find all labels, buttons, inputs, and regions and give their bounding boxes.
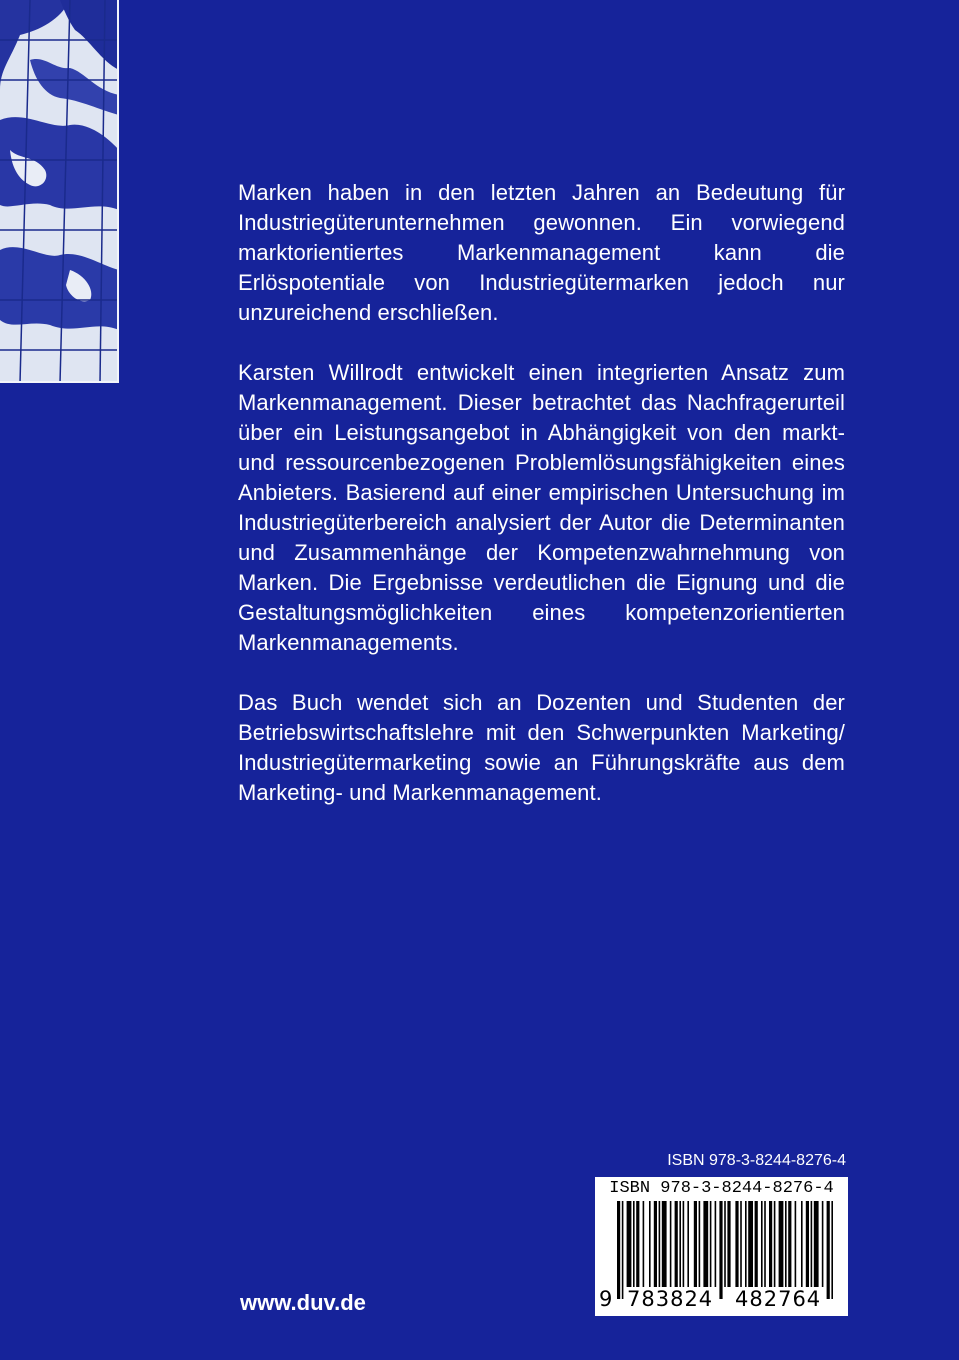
barcode-bar bbox=[643, 1201, 645, 1287]
barcode-bar bbox=[748, 1201, 753, 1287]
barcode-bar bbox=[764, 1201, 766, 1287]
barcode-digit-group-1: 783824 bbox=[627, 1287, 714, 1311]
barcode-bar bbox=[761, 1201, 763, 1287]
barcode-bar bbox=[694, 1201, 697, 1287]
barcode-bar bbox=[745, 1201, 747, 1287]
blurb-paragraph-1: Marken haben in den letzten Jahren an Bedeutung für Industriegüterunternehmen gewonnen. Ein vorwiegend marktorientiertes Markenmanagement kann die Erlöspotentiale von Industriegütermarken jedoch nur unzureichend erschließen. bbox=[238, 180, 845, 325]
cover-globe-image bbox=[0, 0, 119, 383]
website-url: www.duv.de bbox=[240, 1290, 366, 1315]
barcode-bar bbox=[633, 1201, 635, 1287]
blurb-paragraph-2: Karsten Willrodt entwickelt einen integrierten Ansatz zum Markenmanagement. Dieser betrachtet das Nachfragerurteil über ein Leistungsangebot in Abhängigkeit von den markt- und ressourcenbezogenen Problemlösungsfähigkeiten eines Anbieters. Basierend auf einer empirischen Untersuchung im Industriegüterbereich analysiert der Autor die Determinanten und Zusammenhänge der Kompetenzwahrnehmung von Marken. Die Ergebnisse verdeutlichen die Eignung und die Gestaltungsmöglichkeiten eines kompetenzorientierten Markenmanagements. bbox=[238, 360, 845, 655]
barcode-digit-first: 9 bbox=[599, 1287, 613, 1311]
barcode-bar bbox=[727, 1201, 730, 1287]
barcode-bar bbox=[675, 1201, 678, 1287]
barcode-bar bbox=[795, 1201, 797, 1287]
barcode-bar bbox=[670, 1201, 672, 1287]
barcode-bar bbox=[801, 1201, 803, 1287]
barcode-bar bbox=[683, 1201, 685, 1287]
barcode-bar bbox=[699, 1201, 701, 1287]
barcode-bar bbox=[779, 1201, 784, 1287]
barcode-bar bbox=[724, 1201, 726, 1287]
barcode-bar bbox=[617, 1201, 620, 1299]
barcode-bar bbox=[662, 1201, 667, 1287]
barcode-isbn-text: ISBN 978-3-8244-8276-4 bbox=[609, 1179, 834, 1198]
barcode-bar bbox=[622, 1201, 624, 1299]
barcode-bar bbox=[715, 1201, 717, 1287]
barcode-bar bbox=[710, 1201, 712, 1287]
barcode-bar bbox=[659, 1201, 661, 1287]
barcode-bar bbox=[755, 1201, 758, 1287]
barcode-bar bbox=[649, 1201, 651, 1287]
barcode-bar bbox=[785, 1201, 787, 1287]
barcode-bar bbox=[788, 1201, 791, 1287]
barcode-bar bbox=[627, 1201, 632, 1287]
barcode-bar bbox=[679, 1201, 681, 1287]
barcode-bar bbox=[687, 1201, 689, 1287]
barcode-bar bbox=[703, 1201, 708, 1287]
barcode-bar bbox=[719, 1201, 722, 1299]
barcode-bar bbox=[811, 1201, 813, 1287]
barcode-bar bbox=[774, 1201, 776, 1287]
barcode-bar bbox=[769, 1201, 772, 1287]
barcode-bar bbox=[814, 1201, 819, 1287]
barcode-bar bbox=[740, 1201, 742, 1287]
barcode-bar bbox=[806, 1201, 809, 1287]
barcode-bar bbox=[735, 1201, 738, 1287]
barcode-digit-group-2: 482764 bbox=[735, 1287, 822, 1311]
isbn-label: ISBN 978-3-8244-8276-4 bbox=[667, 1152, 846, 1169]
barcode-bar bbox=[827, 1201, 830, 1299]
blurb-text bbox=[238, 178, 845, 838]
isbn-barcode bbox=[595, 1177, 848, 1316]
barcode-bar bbox=[654, 1201, 657, 1287]
barcode-bar bbox=[822, 1201, 824, 1287]
barcode-bar bbox=[636, 1201, 639, 1287]
barcode-bar bbox=[831, 1201, 833, 1299]
blurb-paragraph-3: Das Buch wendet sich an Dozenten und Studenten der Betriebswirtschaftslehre mit den Schwerpunkten Marketing/ Industriegütermarketing sowie an Führungskräfte aus dem Marketing- und Markenmanagement. bbox=[238, 690, 845, 805]
